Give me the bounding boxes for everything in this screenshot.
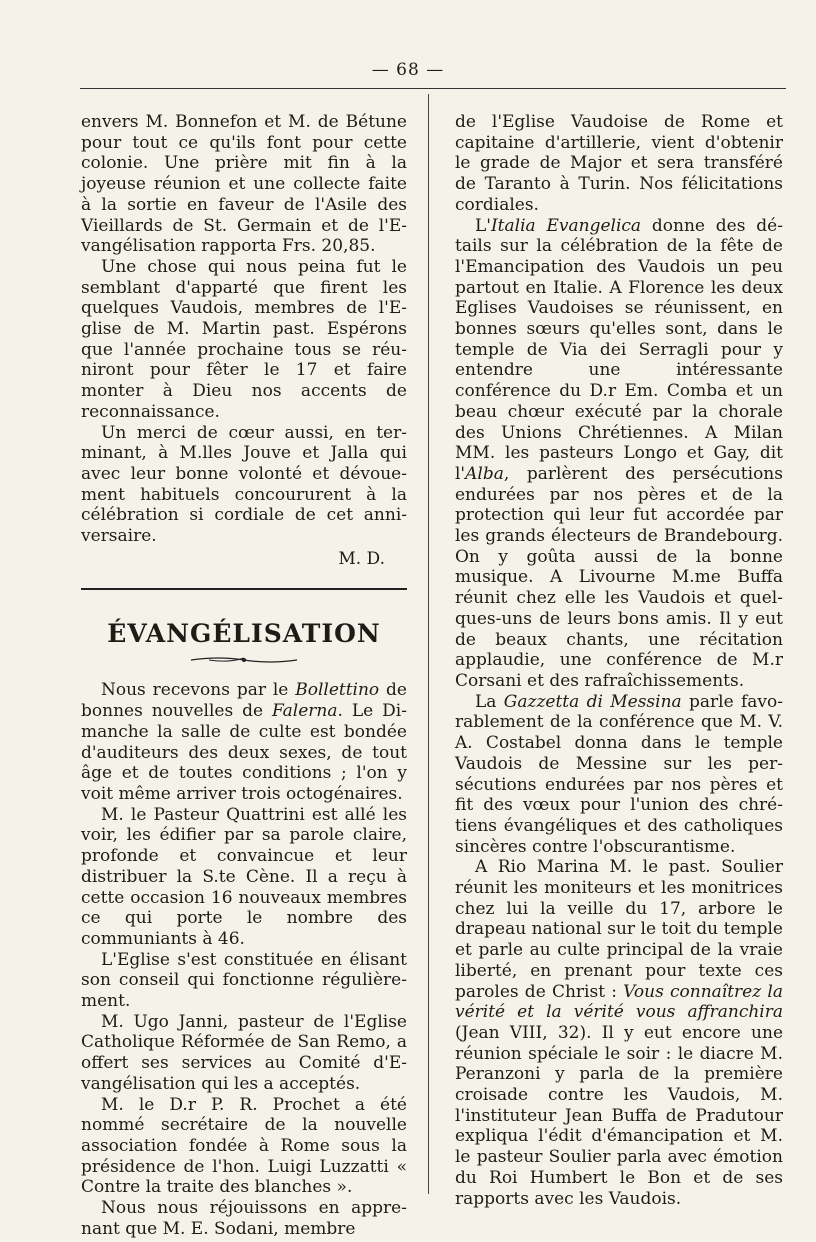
column-divider (428, 94, 429, 1194)
paragraph: envers M. Bonnefon et M. de Bétune pour tout ce qu'ils font pour cette colonie. Une prière mit fin à la joyeuse réunion et une collecte faite à la sortie en faveur de l'Asile des Vieillards de St. Germain et de l'Evangélisation rapporta Frs. 20,85. (81, 112, 407, 257)
paragraph: Un merci de cœur aussi, en terminant, à M.lles Jouve et Jalla qui avec leur bonne volonté et dévouement habituels concoururent à la célébration si cordiale de cet anniversaire. (81, 422, 407, 547)
paragraph: A Rio Marina M. le past. Soulier réunit les moniteurs et les monitrices chez lui la veille du 17, arbore le drapeau national sur le toit du temple et parle au culte principal de la vraie liberté, en prenant pour texte ces paroles de Christ : Vous connaîtrez la vérité et la vérité vous affranchira (Jean VIII, 32). Il y eut encore une réunion spéciale le soir : le diacre M. Peranzoni y parla de la première croisade contre les Vaudois, M. l'instituteur Jean Buffa de Pradutour expliqua l'édit d'émancipation et M. le pasteur Soulier parla avec émotion du Roi Humbert le Bon et de ses rapports avec les Vaudois. (455, 857, 783, 1209)
section-rule (81, 588, 407, 590)
right-column (455, 112, 783, 1209)
paragraph: Une chose qui nous peina fut le semblant d'apparté que firent les quelques Vaudois, membres de l'Eglise de M. Martin past. Espérons que l'année prochaine tous se réuniront pour fêter le 17 et faire monter à Dieu nos accents de reconnaissance. (81, 256, 407, 422)
section-title: ÉVANGÉLISATION (107, 619, 381, 649)
left-column (81, 112, 407, 1239)
paragraph: M. le Pasteur Quattrini est allé les voir, les édifier par sa parole claire, profonde et convaincue et leur distribuer la S.te Cène. Il a reçu à cette occasion 16 nouveaux membres ce qui porte le nombre des communiants à 46. (81, 804, 407, 949)
paragraph: M. Ugo Janni, pasteur de l'Eglise Catholique Réformée de San Remo, a offert ses services au Comité d'Evangélisation qui les a acceptés. (81, 1011, 407, 1094)
paragraph: de l'Eglise Vaudoise de Rome et capitaine d'artillerie, vient d'obtenir le grade de Major et sera transféré de Taranto à Turin. Nos félicitations cordiales. (455, 112, 783, 215)
signature: M. D. (338, 548, 385, 569)
page-number: — 68 — (371, 60, 445, 80)
paragraph: Nous recevons par le Bollettino de bonnes nouvelles de Falerna. Le Dimanche la salle de culte est bondée d'auditeurs des deux sexes, de tout âge et de toutes conditions ; l'on y voit même arriver trois octogénaires. (81, 680, 407, 804)
paragraph: Nous nous réjouissons en apprenant que M. E. Sodani, membre (81, 1198, 407, 1239)
header-rule (80, 88, 786, 89)
ornament-divider (189, 654, 299, 666)
paragraph: La Gazzetta di Messina parle favorablement de la conférence que M. V. A. Costabel donna dans le temple Vaudois de Messine sur les persécutions endurées par nos pères et fit des vœux pour l'union des chrétiens évangéliques et des catholiques sincères contre l'obscurantisme. (455, 691, 784, 857)
paragraph: L'Italia Evangelica donne des détails sur la célébration de la fête de l'Emancipation des Vaudois un peu partout en Italie. A Florence les deux Eglises Vaudoises se réunissent, en bonnes sœurs qu'elles sont, dans le temple de Via dei Serragli pour y entendre une intéressante conférence du D.r Em. Comba et un beau chœur exécuté par la chorale des Unions Chrétiennes. A Milan MM. les pasteurs Longo et Gay, dit l'Alba, parlèrent des persécutions endurées par nos pères et de la protection qui leur fut accordée par les grands électeurs de Brandebourg. On y goûta aussi de la bonne musique. A Livourne M.me Buffa réunit chez elle les Vaudois et quelques-uns de leurs bons amis. Il y eut de beaux chants, une récitation applaudie, une conférence de M.r Corsani et des rafraîchissements. (455, 215, 783, 691)
paragraph: M. le D.r P. R. Prochet a été nommé secrétaire de la nouvelle association fondée à Rome sous la présidence de l'hon. Luigi Luzzatti « Contre la traite des blanches ». (81, 1094, 407, 1198)
paragraph: L'Eglise s'est constituée en élisant son conseil qui fonctionne régulièrement. (81, 949, 407, 1012)
